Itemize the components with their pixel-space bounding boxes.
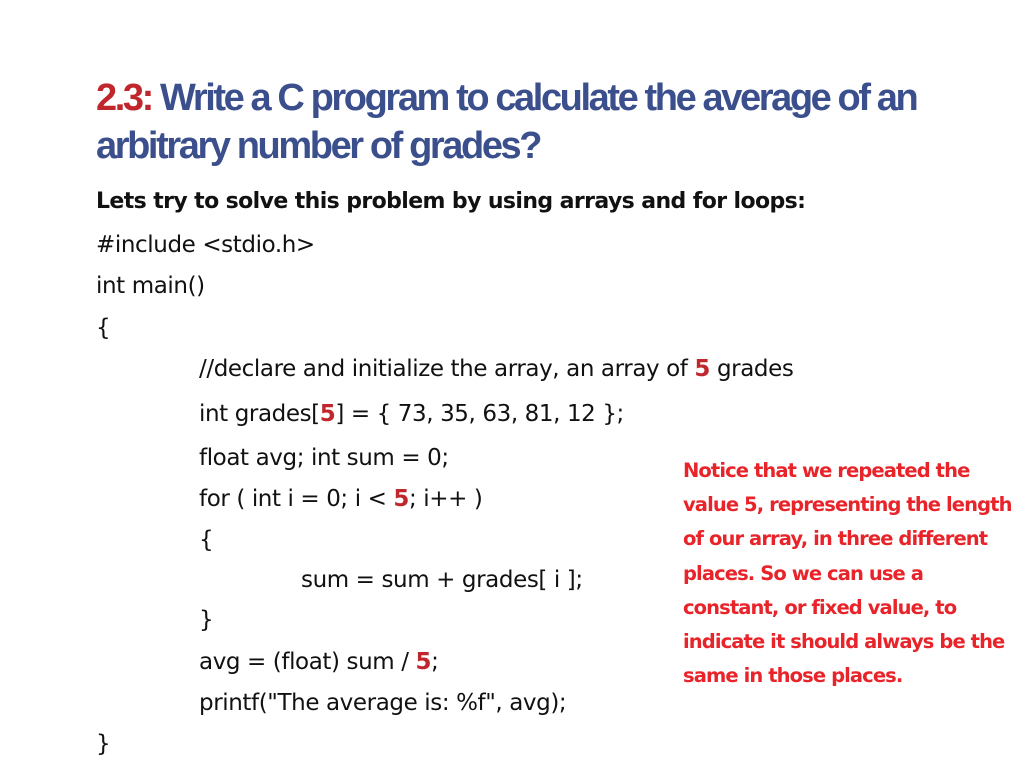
for-text-a: for ( int i = 0; i < xyxy=(199,486,394,512)
code-line-sum: sum = sum + grades[ i ]; xyxy=(301,567,583,593)
code-line-include: #include <stdio.h> xyxy=(96,232,315,258)
code-line-avg xyxy=(199,649,438,675)
code-line-grades xyxy=(199,401,624,427)
note-callout: Notice that we repeated the value 5, representing the length of our array, in three different places. So we can use a constant, or fixed value, to indicate it should always be the same in those places. xyxy=(683,459,1012,688)
code-line-comment xyxy=(199,356,793,382)
avg-highlight-5: 5 xyxy=(415,649,432,675)
slide-title xyxy=(96,74,976,170)
title-section-number: 2.3: xyxy=(96,77,152,119)
grades-text-a: int grades[ xyxy=(199,401,320,427)
code-line-for-open: { xyxy=(199,527,214,553)
grades-highlight-5: 5 xyxy=(319,401,336,427)
comment-text-b: grades xyxy=(710,356,794,382)
code-line-close-brace: } xyxy=(96,731,111,757)
code-line-printf: printf("The average is: %f", avg); xyxy=(199,690,567,716)
code-line-for xyxy=(199,486,482,512)
code-line-for-close: } xyxy=(199,607,214,633)
title-text: Write a C program to calculate the average of an arbitrary number of grades? xyxy=(96,77,917,167)
for-highlight-5: 5 xyxy=(393,486,409,512)
code-line-declare: float avg; int sum = 0; xyxy=(199,445,449,471)
code-line-main: int main() xyxy=(96,273,205,299)
comment-highlight-5: 5 xyxy=(694,356,711,382)
avg-text-b: ; xyxy=(431,649,439,675)
code-line-open-brace: { xyxy=(96,315,111,341)
grades-text-b: ] = { 73, 35, 63, 81, 12 }; xyxy=(335,401,624,427)
for-text-b: ; i++ ) xyxy=(409,486,483,512)
avg-text-a: avg = (float) sum / xyxy=(199,649,416,675)
comment-text-a: //declare and initialize the array, an array of xyxy=(199,356,695,382)
intro-text: Lets try to solve this problem by using arrays and for loops: xyxy=(96,189,806,214)
